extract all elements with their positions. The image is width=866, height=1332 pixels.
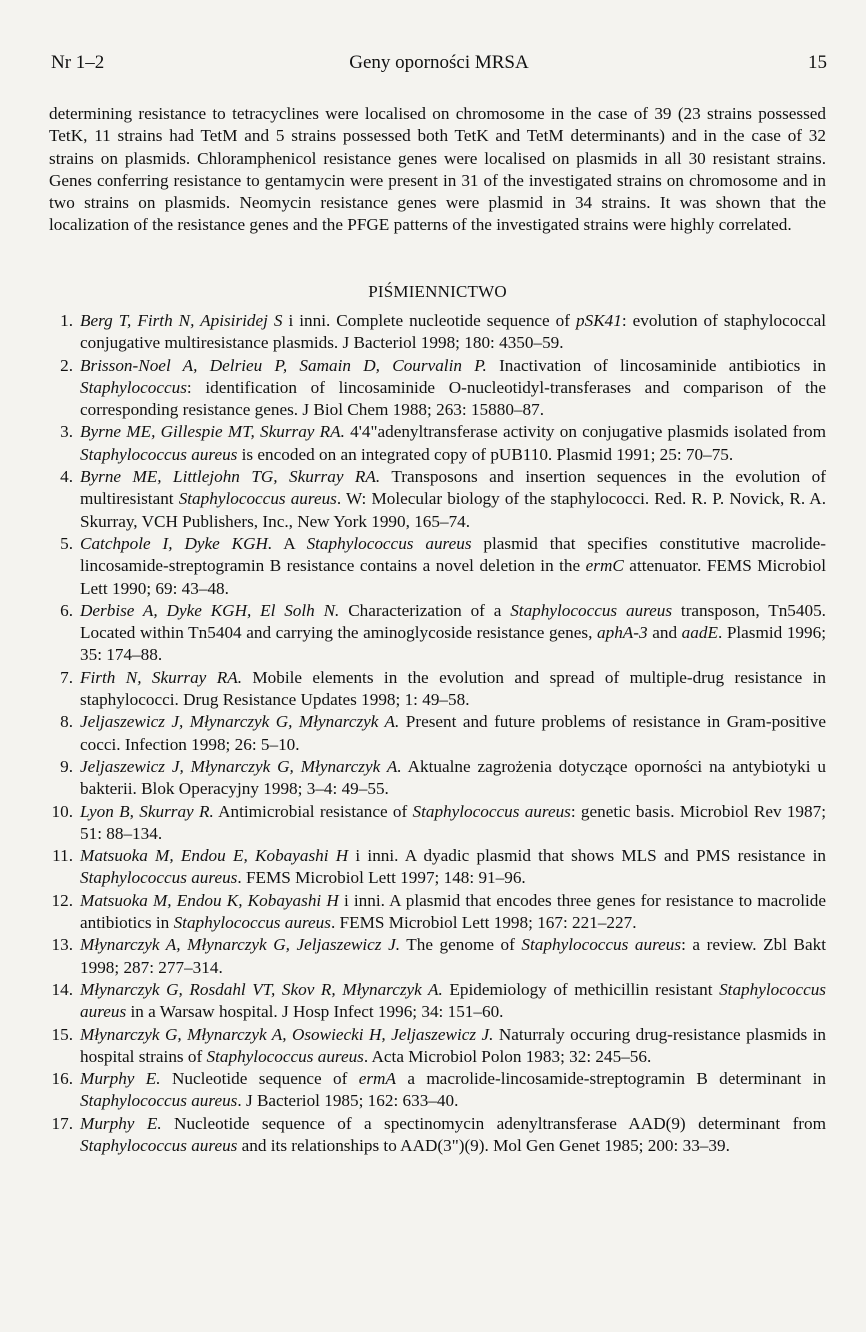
reference-text: i inni. A plasmid that encodes three genes for resistance to macrolide antibiotics in <box>80 890 826 933</box>
reference-item <box>49 600 826 667</box>
reference-number: 3. <box>60 422 73 442</box>
page-number: 15 <box>808 52 827 73</box>
reference-authors: Byrne ME, Gillespie MT, Skurray RA. <box>80 422 345 442</box>
reference-text: i inni. Complete nucleotide sequence of <box>282 311 576 330</box>
reference-number: 14. <box>51 979 73 999</box>
reference-text: : identification of lincosaminide O-nucleotidyl-transferases and comparison of the corresponding resistance genes. J Biol Chem 1988; 263: 15880–87. <box>80 377 826 420</box>
abstract-paragraph: determining resistance to tetracyclines were localised on chromosome in the case of 39 (23 strains possessed TetK, 11 strains had TetM and 5 strains possessed both TetK and TetM determinants) and in the case of 32 strains on plasmids. Chloramphenicol resistance genes were localised on plasmids in all 30 resistant strains. Genes conferring resistance to gentamycin were present in 31 of the investigated strains on chromosome and in two strains on plasmids. Neomycin resistance genes were plasmid in 34 strains. It was shown that the localization of the resistance genes and the PFGE patterns of the investigated strains were highly correlated. <box>49 104 826 235</box>
reference-item <box>49 310 826 355</box>
reference-item <box>49 421 826 466</box>
reference-italic-term: aadE <box>681 623 718 643</box>
reference-italic-term: Staphylococcus aureus <box>521 935 682 955</box>
reference-item <box>49 756 826 801</box>
reference-italic-term: Staphylococcus aureus <box>412 801 571 821</box>
reference-text: : evolution of staphylococcal conjugative multiresistance plasmids. J Bacteriol 1998; 180: 4350–59. <box>80 311 826 353</box>
reference-number: 8. <box>60 712 73 732</box>
reference-authors: Berg T, Firth N, Apisiridej S <box>80 311 283 330</box>
reference-text: a macrolide-lincosamide-streptogramin B determinant in <box>395 1069 826 1089</box>
reference-text: Nucleotide sequence of <box>160 1069 359 1089</box>
reference-text: Characterization of a <box>339 600 511 620</box>
reference-text: A <box>272 533 307 553</box>
reference-authors: Matsuoka M, Endou K, Kobayashi H <box>80 890 339 910</box>
running-header <box>51 52 827 74</box>
reference-authors: Matsuoka M, Endou E, Kobayashi H <box>80 846 349 866</box>
reference-italic-term: Staphylococcus aureus <box>206 1046 364 1066</box>
reference-number: 9. <box>60 756 73 776</box>
reference-number: 7. <box>60 667 73 687</box>
reference-item <box>49 801 826 846</box>
reference-text: plasmid that specifies constitutive macrolide-lincosamide-streptogramin B resistance contains a novel deletion in the <box>80 533 826 576</box>
reference-number: 5. <box>60 533 73 553</box>
reference-text: Transposons and insertion sequences in the evolution of multiresistant <box>80 467 827 509</box>
reference-italic-term: ermA <box>358 1069 396 1089</box>
reference-text: . FEMS Microbiol Lett 1998; 167: 221–227. <box>330 913 637 933</box>
reference-text: Inactivation of lincosaminide antibiotics in <box>486 355 826 375</box>
reference-authors: Lyon B, Skurray R. <box>80 801 214 821</box>
reference-italic-term: ermC <box>585 556 624 576</box>
reference-text: is encoded on an integrated copy of pUB110. Plasmid 1991; 25: 70–75. <box>237 444 734 464</box>
reference-number: 11. <box>52 846 73 866</box>
reference-item <box>49 934 826 979</box>
reference-authors: Jeljaszewicz J, Młynarczyk G, Młynarczyk A. <box>80 712 400 732</box>
reference-text: 4'4"adenyltransferase activity on conjugative plasmids isolated from <box>344 422 826 442</box>
reference-list <box>49 310 826 1157</box>
reference-italic-term: Staphylococcus aureus <box>80 979 826 1022</box>
reference-text: Present and future problems of resistance in Gram-positive cocci. Infection 1998; 26: 5–10. <box>80 712 826 754</box>
reference-number: 6. <box>60 600 73 620</box>
reference-item <box>49 1024 826 1069</box>
reference-authors: Byrne ME, Littlejohn TG, Skurray RA. <box>80 467 381 487</box>
reference-text: The genome of <box>400 935 522 955</box>
reference-text: Naturraly occuring drug-resistance plasmids in hospital strains of <box>80 1024 826 1066</box>
reference-text: i inni. A dyadic plasmid that shows MLS and PMS resistance in <box>348 846 826 866</box>
reference-authors: Jeljaszewicz J, Młynarczyk G, Młynarczyk A. <box>80 756 402 776</box>
reference-italic-term: Staphylococcus aureus <box>306 533 472 553</box>
reference-authors: Brisson-Noel A, Delrieu P, Samain D, Courvalin P. <box>80 355 487 375</box>
reference-italic-term: Staphylococcus aureus <box>80 1091 238 1111</box>
reference-item <box>49 845 826 890</box>
reference-authors: Młynarczyk G, Rosdahl VT, Skov R, Młynarczyk A. <box>80 979 443 999</box>
reference-authors: Młynarczyk G, Młynarczyk A, Osowiecki H, Jeljaszewicz J. <box>80 1024 494 1044</box>
reference-item <box>49 466 826 533</box>
reference-item <box>49 979 826 1024</box>
reference-italic-term: Staphylococcus aureus <box>80 868 238 888</box>
reference-item <box>49 1113 826 1158</box>
reference-text: in a Warsaw hospital. J Hosp Infect 1996; 34: 151–60. <box>126 1002 504 1022</box>
reference-number: 1. <box>60 311 73 330</box>
reference-number: 15. <box>51 1024 73 1044</box>
reference-item <box>49 533 826 600</box>
reference-authors: Derbise A, Dyke KGH, El Solh N. <box>80 600 340 620</box>
reference-number: 17. <box>51 1113 73 1133</box>
reference-item <box>49 667 826 712</box>
reference-authors: Murphy E. <box>80 1069 161 1089</box>
reference-text: . Plasmid 1996; 35: 174–88. <box>80 623 826 665</box>
reference-authors: Murphy E. <box>80 1113 162 1133</box>
reference-italic-term: Staphylococcus aureus <box>80 444 238 464</box>
reference-text: . FEMS Microbiol Lett 1997; 148: 91–96. <box>237 868 526 888</box>
reference-text: Antimicrobial resistance of <box>213 801 413 821</box>
reference-text: and its relationships to AAD(3")(9). Mol Gen Genet 1985; 200: 33–39. <box>237 1135 730 1155</box>
reference-italic-term: Staphylococcus aureus <box>178 489 337 509</box>
reference-number: 12. <box>51 890 73 910</box>
reference-item <box>49 711 826 756</box>
reference-italic-term: aphA-3 <box>597 623 648 643</box>
reference-text: . Acta Microbiol Polon 1983; 32: 245–56. <box>363 1046 652 1066</box>
reference-italic-term: Staphylococcus aureus <box>173 913 331 933</box>
reference-item <box>49 1068 826 1113</box>
reference-text: . J Bacteriol 1985; 162: 633–40. <box>237 1091 459 1111</box>
running-title: Geny oporności MRSA <box>349 52 529 73</box>
reference-number: 13. <box>51 935 73 955</box>
reference-item <box>49 355 826 422</box>
reference-text: . W: Molecular biology of the staphylococci. Red. R. P. Novick, R. A. Skurray, VCH Publishers, Inc., New York 1990, 165–74. <box>80 489 826 531</box>
reference-text: attenuator. FEMS Microbiol Lett 1990; 69: 43–48. <box>80 556 826 598</box>
reference-italic-term: Staphylococcus aureus <box>80 1135 238 1155</box>
reference-authors: Catchpole I, Dyke KGH. <box>80 533 273 553</box>
reference-number: 10. <box>51 801 73 821</box>
reference-authors: Młynarczyk A, Młynarczyk G, Jeljaszewicz J. <box>80 935 400 955</box>
reference-text: Mobile elements in the evolution and spread of multiple-drug resistance in staphylococci. Drug Resistance Updates 1998; 1: 49–58. <box>80 667 826 710</box>
reference-authors: Firth N, Skurray RA. <box>80 667 242 687</box>
reference-text: : genetic basis. Microbiol Rev 1987; 51: 88–134. <box>80 801 826 843</box>
reference-italic-term: pSK41 <box>576 311 622 330</box>
reference-text: Aktualne zagrożenia dotyczące oporności na antybiotyki u bakterii. Blok Operacyjny 1998; 3–4: 49–55. <box>80 756 826 799</box>
reference-italic-term: Staphylococcus aureus <box>510 600 673 620</box>
reference-text: and <box>647 623 682 643</box>
reference-number: 4. <box>60 467 73 487</box>
issue-number: Nr 1–2 <box>51 52 105 73</box>
reference-italic-term: Staphylococcus <box>80 377 187 397</box>
reference-number: 2. <box>60 355 73 375</box>
reference-item <box>49 890 826 935</box>
reference-text: Epidemiology of methicillin resistant <box>442 979 720 999</box>
reference-text: : a review. Zbl Bakt 1998; 287: 277–314. <box>80 935 827 977</box>
reference-number: 16. <box>51 1069 73 1089</box>
reference-text: transposon, Tn5405. Located within Tn5404 and carrying the aminoglycoside resistance genes, <box>80 600 826 643</box>
reference-text: Nucleotide sequence of a spectinomycin adenyltransferase AAD(9) determinant from <box>161 1113 826 1133</box>
section-title: PIŚMIENNICTWO <box>368 282 507 301</box>
